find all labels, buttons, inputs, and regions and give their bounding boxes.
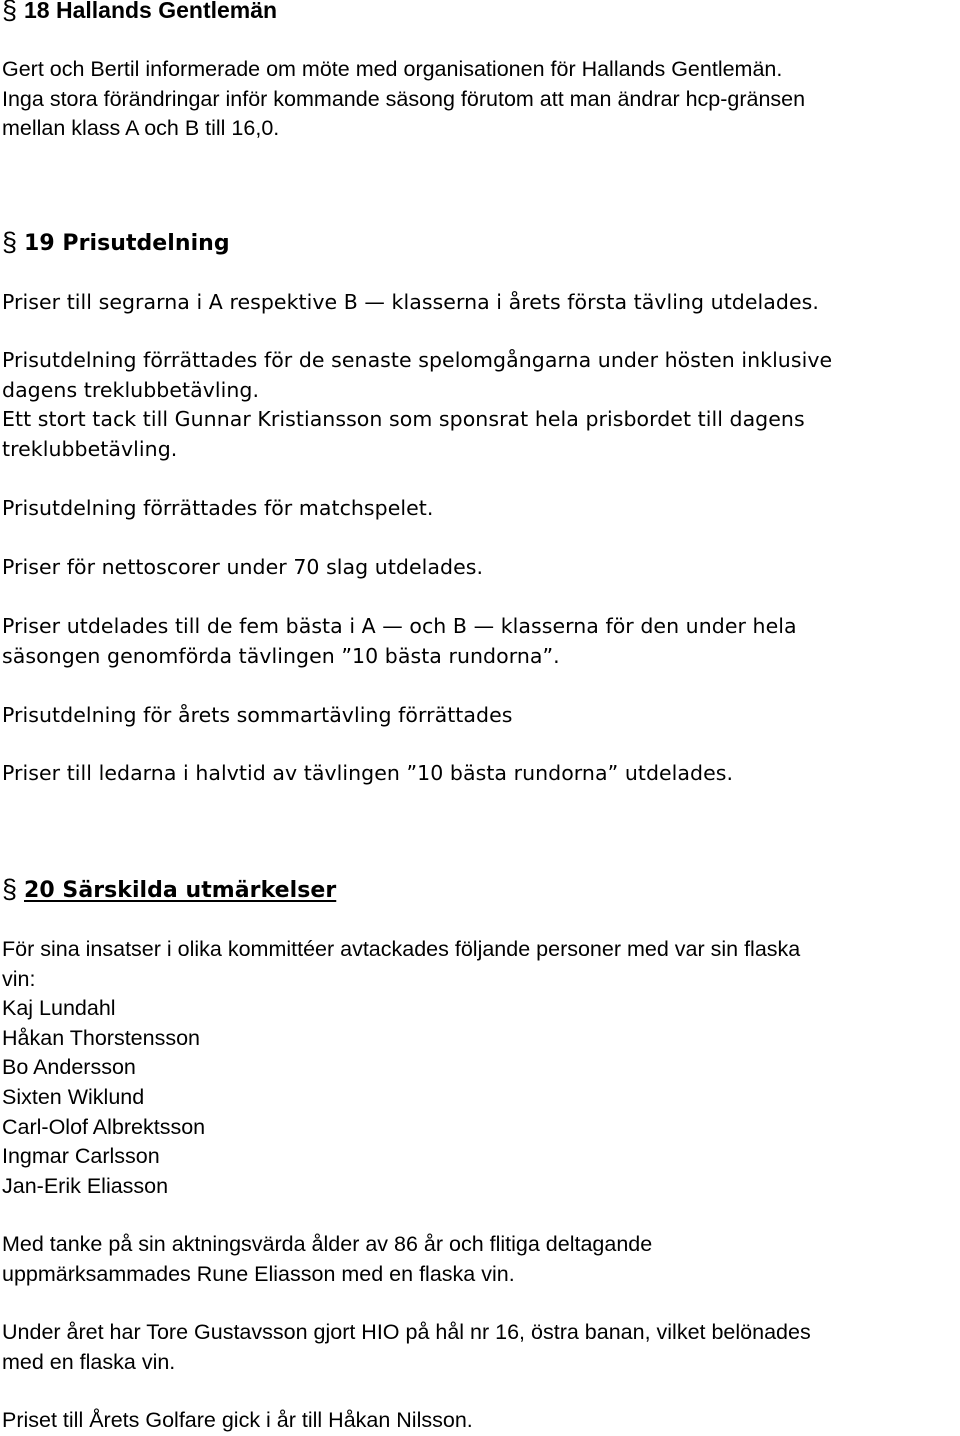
section-19-paragraph-6 — [2, 701, 958, 731]
section-19-paragraph-1 — [2, 288, 958, 318]
section-20-paragraph-2 — [2, 1230, 958, 1289]
list-item: Kaj Lundahl — [2, 996, 116, 1021]
section-19-title: 19 Prisutdelning — [24, 231, 230, 256]
text-line: med en flaska vin. — [2, 1349, 176, 1374]
text-line: Gert och Bertil informerade om möte med organisationen för Hallands Gentlemän. — [2, 57, 783, 81]
text-line: säsongen genomförda tävlingen ”10 bästa rundorna”. — [2, 643, 560, 668]
section-20-paragraph-4 — [2, 1406, 958, 1436]
text-line: Priser utdelades till de fem bästa i A — och B — klasserna för den under hela — [2, 614, 797, 638]
text-line: Priser till segrarna i A respektive B — klasserna i årets första tävling utdelades. — [2, 290, 819, 314]
section-20-title: 20 Särskilda utmärkelser — [24, 878, 337, 903]
section-20-paragraph-1 — [2, 935, 958, 1201]
text-line: Prisutdelning förrättades för matchspelet. — [2, 496, 434, 520]
text-line: Priser för nettoscorer under 70 slag utdelades. — [2, 555, 484, 579]
section-19-heading — [2, 228, 958, 259]
section-18-title: 18 Hallands Gentlemän — [24, 0, 278, 23]
text-line: Priser till ledarna i halvtid av tävlingen ”10 bästa rundorna” utdelades. — [2, 761, 734, 785]
section-19-paragraph-2 — [2, 346, 958, 464]
section-18-paragraph-1 — [2, 55, 958, 144]
section-19-paragraph-4 — [2, 553, 958, 583]
text-line: För sina insatser i olika kommittéer avtackades följande personer med var sin flaska — [2, 937, 801, 961]
section-19-paragraph-7 — [2, 759, 958, 789]
section-sign: § — [2, 227, 18, 257]
section-20-heading — [2, 875, 958, 906]
text-line: Ett stort tack till Gunnar Kristiansson som sponsrat hela prisbordet till dagens — [2, 407, 805, 432]
text-line: Med tanke på sin aktningsvärda ålder av 86 år och flitiga deltagande — [2, 1232, 653, 1256]
text-line: vin: — [2, 966, 36, 991]
list-item: Carl-Olof Albrektsson — [2, 1114, 206, 1139]
text-line: Prisutdelning förrättades för de senaste spelomgångarna under hösten inklusive — [2, 348, 833, 372]
text-line: Inga stora förändringar inför kommande säsong förutom att man ändrar hcp-gränsen — [2, 86, 806, 111]
text-line: Under året har Tore Gustavsson gjort HIO på hål nr 16, östra banan, vilket belönades — [2, 1320, 811, 1344]
section-18-heading — [2, 0, 958, 26]
text-line: mellan klass A och B till 16,0. — [2, 116, 280, 141]
section-20-paragraph-3 — [2, 1318, 958, 1377]
text-line: dagens treklubbetävling. — [2, 377, 260, 402]
section-19-paragraph-5 — [2, 612, 958, 671]
list-item: Ingmar Carlsson — [2, 1144, 160, 1169]
list-item: Bo Andersson — [2, 1055, 136, 1080]
text-line: Priset till Årets Golfare gick i år till Håkan Nilsson. — [2, 1408, 473, 1432]
list-item: Jan-Erik Eliasson — [2, 1173, 169, 1198]
section-19-paragraph-3 — [2, 494, 958, 524]
text-line: treklubbetävling. — [2, 436, 178, 461]
list-item: Sixten Wiklund — [2, 1084, 145, 1109]
section-sign: § — [2, 0, 18, 25]
text-line: Prisutdelning för årets sommartävling förrättades — [2, 703, 513, 727]
text-line: uppmärksammades Rune Eliasson med en flaska vin. — [2, 1261, 515, 1286]
section-sign: § — [2, 874, 18, 904]
list-item: Håkan Thorstensson — [2, 1025, 200, 1050]
